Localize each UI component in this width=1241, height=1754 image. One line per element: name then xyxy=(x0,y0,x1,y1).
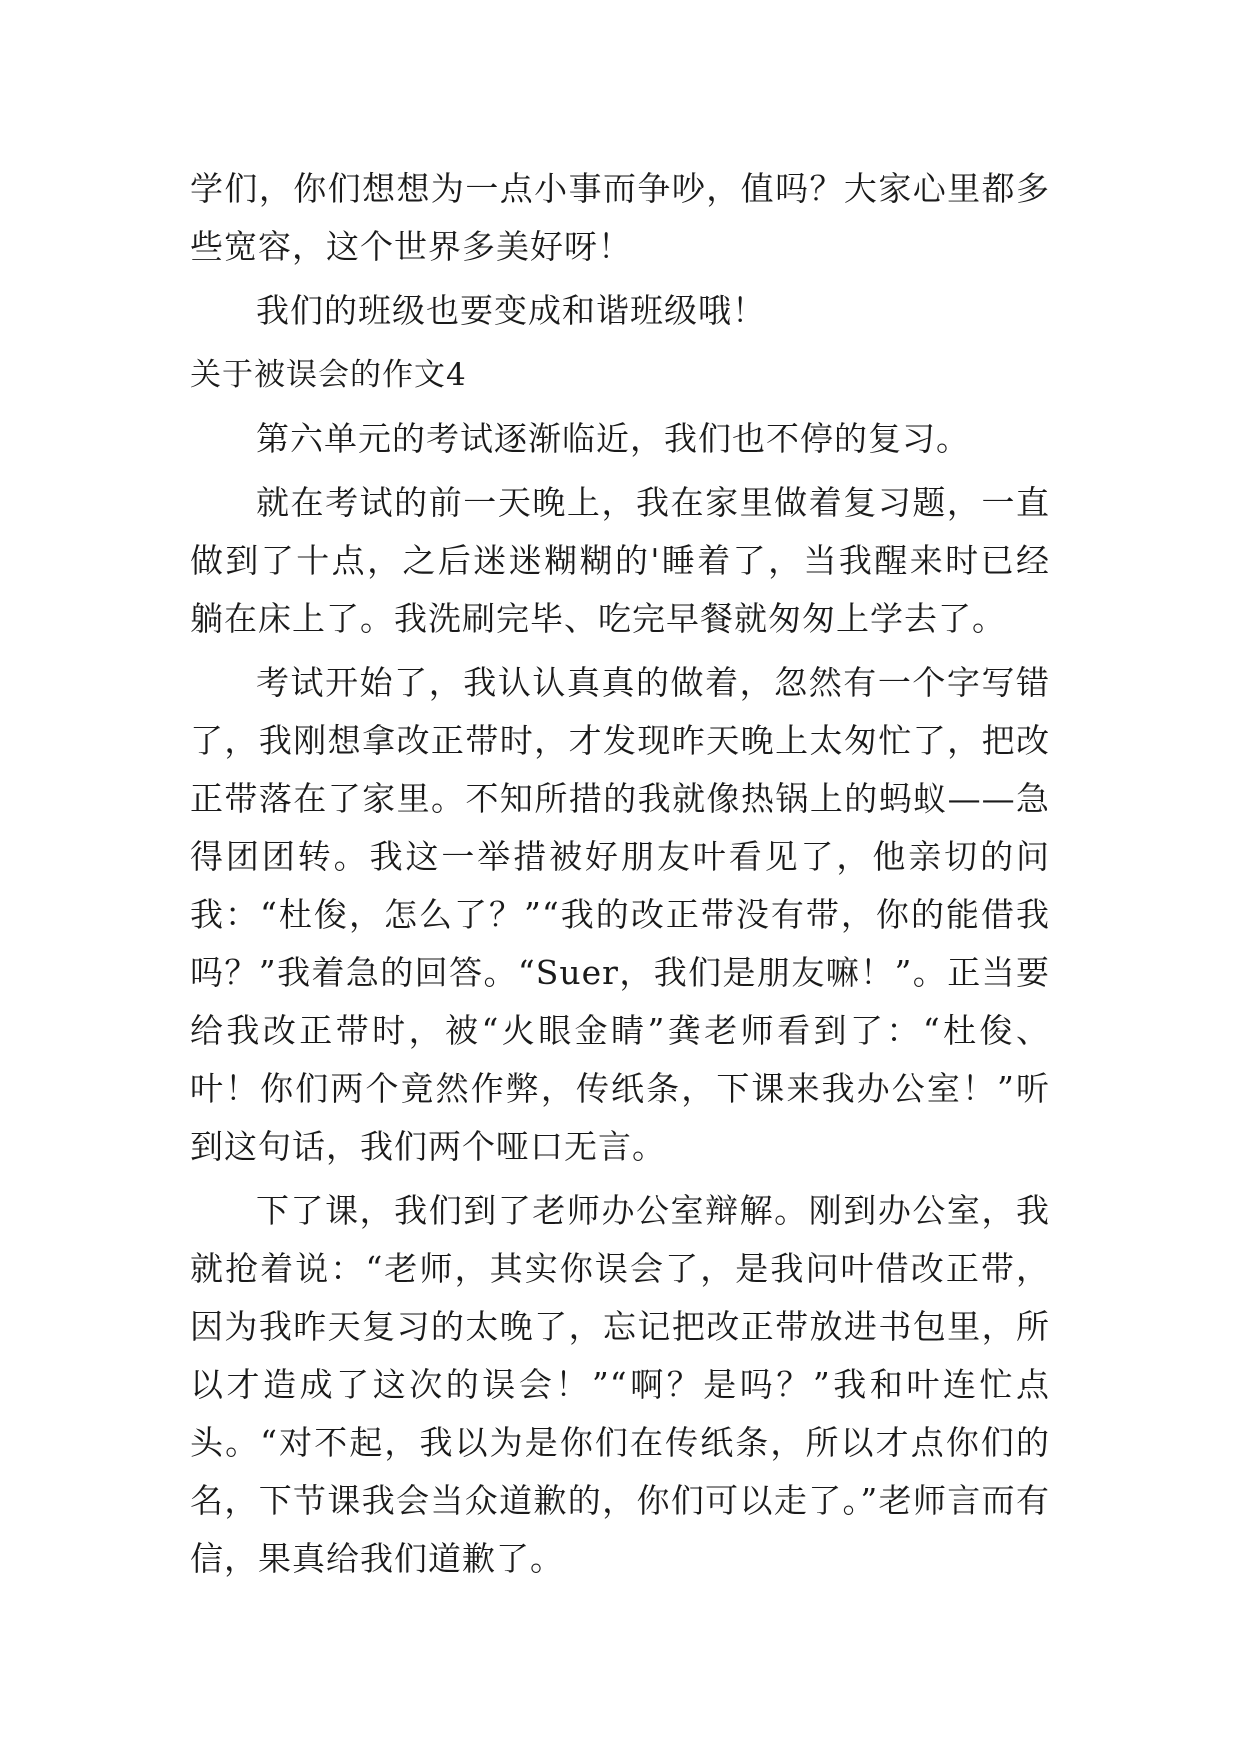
paragraph-night-before: 就在考试的前一天晚上，我在家里做着复习题，一直做到了十点，之后迷迷糊糊的'睡着了，当我醒来时已经躺在床上了。我洗刷完毕、吃完早餐就匆匆上学去了。 xyxy=(190,483,1050,638)
paragraph-continuation: 学们，你们想想为一点小事而争吵，值吗？大家心里都多些宽容，这个世界多美好呀！ xyxy=(190,169,1050,266)
paragraph-harmony-class: 我们的班级也要变成和谐班级哦！ xyxy=(256,291,766,330)
paragraph-exam-incident: 考试开始了，我认认真真的做着，忽然有一个字写错了，我刚想拿改正带时，才发现昨天晚上太匆忙了，把改正带落在了家里。不知所措的我就像热锅上的蚂蚁——急得团团转。我这一举措被好朋友叶看见了，他亲切的问我：“杜俊，怎么了？”“我的改正带没有带，你的能借我吗？”我着急的回答。“Suer，我们是朋友嘛！”。正当要给我改正带时，被“火眼金睛”龚老师看到了：“杜俊、叶！你们两个竟然作弊，传纸条，下课来我办公室！”听到这句话，我们两个哑口无言。 xyxy=(190,663,1050,1166)
paragraph-exam-approaching: 第六单元的考试逐渐临近，我们也不停的复习。 xyxy=(256,419,970,458)
essay-heading: 关于被误会的作文4 xyxy=(190,357,467,393)
document-page xyxy=(190,160,1050,1594)
paragraph-office-explanation: 下了课，我们到了老师办公室辩解。刚到办公室，我就抢着说：“老师，其实你误会了，是我问叶借改正带，因为我昨天复习的太晚了，忘记把改正带放进书包里，所以才造成了这次的误会！”“啊？是吗？”我和叶连忙点头。“对不起，我以为是你们在传纸条，所以才点你们的名，下节课我会当众道歉的，你们可以走了。”老师言而有信，果真给我们道歉了。 xyxy=(190,1191,1050,1578)
